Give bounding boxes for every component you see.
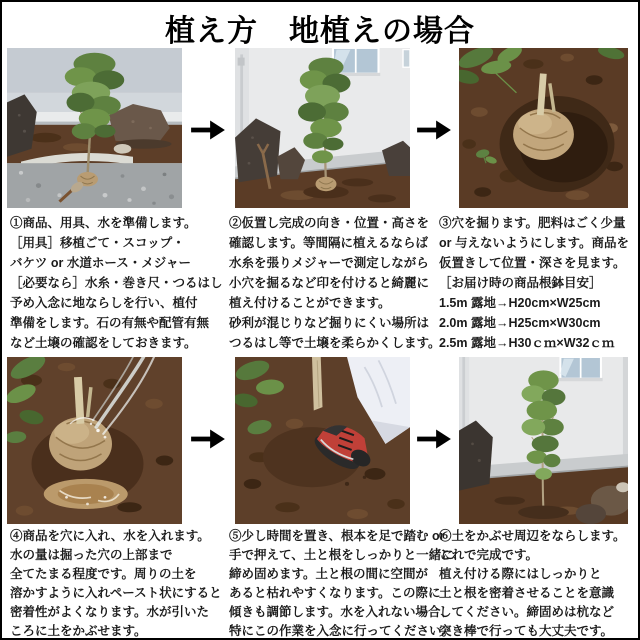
text-line: ④商品を穴に入れ、水を入れます。: [10, 529, 210, 543]
text-line: 締め固めます。土と根の間に空間が: [229, 567, 429, 581]
photo-step-2: [235, 48, 410, 208]
arrow-right-icon: [415, 424, 453, 454]
step-4-text: [10, 527, 228, 640]
step-5-text: [229, 527, 455, 640]
text-line: 仮置きして位置・深さを見ます。: [439, 256, 626, 270]
photo-step-1: [7, 48, 182, 208]
text-line: ころに土をかぶせます。: [10, 624, 147, 638]
text-line: 土と根を密着させることを意識: [439, 586, 615, 600]
photo-step-5: [235, 357, 410, 524]
text-line: ⑥土をかぶせ周辺をならします。: [439, 529, 626, 543]
photo-step-4: [7, 357, 182, 524]
text-line: 予め入念に地ならしを行い、植付: [10, 296, 198, 310]
step-3-text: [439, 213, 637, 353]
text-line: 確認します。等間隔に植えるならば: [229, 236, 429, 250]
text-line: ［用具］移植ごて・スコップ・: [10, 236, 185, 250]
text-line: ②仮置し完成の向き・位置・高さを: [229, 216, 430, 230]
text-line: 溶かすように入れペースト状にすると: [10, 586, 222, 600]
photo-step-1-illustration: [7, 48, 182, 208]
text-line: ［お届け時の商品根鉢目安］: [439, 276, 602, 290]
photo-step-2-illustration: [235, 48, 410, 208]
photo-step-4-illustration: [7, 357, 182, 524]
text-line: 傾きも調節します。水を入れない場合、: [229, 605, 454, 619]
text-line: など土壌の確認をしておきます。: [10, 336, 197, 350]
text-line: 水の量は掘った穴の上部まで: [10, 548, 173, 562]
text-line: 全てたまる程度です。周りの土を: [10, 567, 197, 581]
text-line: or 与えないようにします。商品を: [439, 236, 629, 250]
text-line: つるはし等で土壌を柔らかくします。: [229, 336, 441, 350]
text-line: 準備をします。石の有無や配管有無: [10, 316, 210, 330]
photo-step-5-illustration: [235, 357, 410, 524]
text-line: 特にこの作業を入念に行ってください。: [229, 624, 455, 638]
text-line: 小穴を掘るなど印を付けると綺麗に: [229, 276, 430, 290]
arrow-right-icon: [415, 115, 453, 145]
step-6-text: [439, 527, 637, 640]
text-line: 水糸を張りメジャーで測定しながら: [229, 256, 429, 270]
text-line: 突き棒で行っても大丈夫です。: [439, 624, 614, 638]
text-line: 1.5m 露地→H20cm×W25cm: [439, 296, 601, 310]
step-1-text: [10, 213, 228, 353]
page-title: 植え方 地植えの場合: [165, 15, 475, 48]
arrow-right-icon: [189, 424, 227, 454]
text-line: ⑤少し時間を置き、根本を足で踏む or: [229, 529, 445, 543]
text-line: 植え付ける際にはしっかりと: [439, 567, 602, 581]
text-line: あると枯れやすくなります。この際に: [229, 586, 441, 600]
text-line: 手で押えて、土と根をしっかりと一緒に: [229, 548, 454, 562]
text-line: バケツ or 水道ホース・メジャー: [10, 256, 191, 270]
text-line: 2.5m 露地→H30ｃｍ×W32ｃｍ: [439, 336, 615, 350]
photo-step-6: [459, 357, 628, 524]
text-line: ③穴を掘ります。肥料はごく少量: [439, 216, 626, 230]
text-line: してください。締固めは杭など: [439, 605, 615, 619]
text-line: ［必要なら］水糸・巻き尺・つるはし: [10, 276, 223, 290]
step-2-text: [229, 213, 447, 353]
text-line: 植え付けることができます。: [229, 296, 391, 310]
text-line: これで完成です。: [439, 548, 539, 562]
photo-step-3-illustration: [459, 48, 628, 208]
text-line: ①商品、用具、水を準備します。: [10, 216, 197, 230]
arrow-right-icon: [189, 115, 227, 145]
text-line: 砂利が混じりなど掘りにくい場所は: [229, 316, 430, 330]
photo-step-6-illustration: [459, 357, 628, 524]
photo-step-3: [459, 48, 628, 208]
text-line: 密着性がよくなります。水が引いた: [10, 605, 210, 619]
text-line: 2.0m 露地→H25cm×W30cm: [439, 316, 601, 330]
